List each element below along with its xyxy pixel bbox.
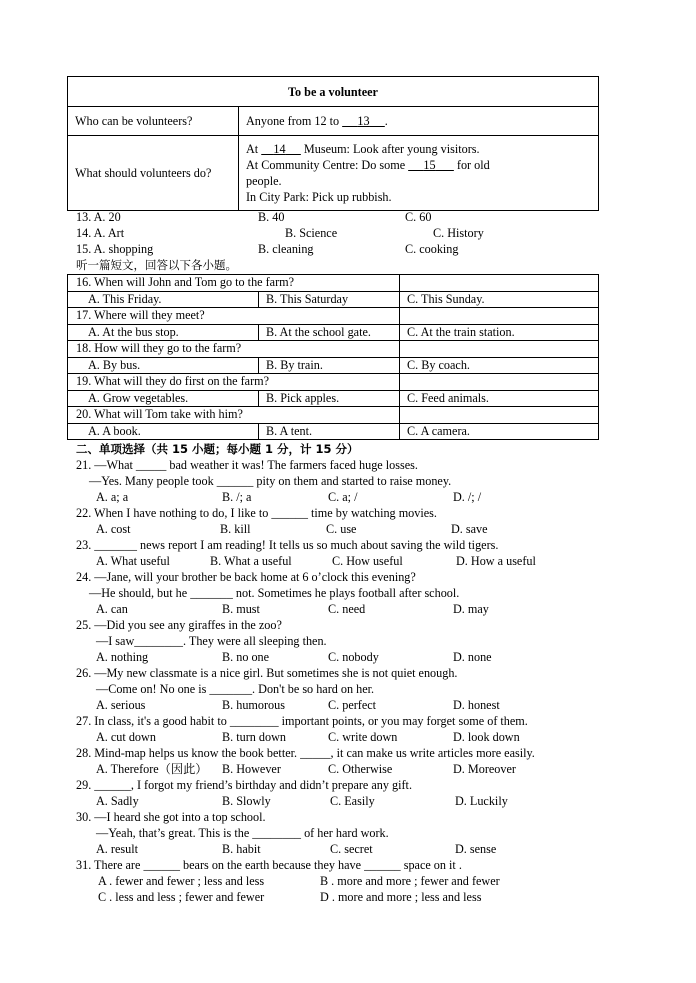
q30-stem: 30. —I heard she got into a top school. (76, 810, 266, 824)
q28-stem: 28. Mind-map helps us know the book better. _____, it can make us write articles more easily. (76, 746, 535, 760)
q17-option-b: B. At the school gate. (259, 324, 400, 341)
q22-option-b: B. kill (220, 522, 251, 536)
q22-option-a: A. cost (96, 522, 131, 536)
q23-option-a: A. What useful (96, 554, 170, 568)
q15-option-a: 15. A. shopping (76, 242, 154, 256)
q13-option-a: 13. A. 20 (76, 210, 121, 224)
q16-stem: 16. When will John and Tom go to the farm? (68, 275, 400, 292)
q30-option-c: C. secret (330, 842, 373, 856)
section2-heading: 二、单项选择（共 15 小题；每小题 1 分，计 15 分） (76, 442, 359, 456)
q26-stem: 26. —My new classmate is a nice girl. But sometimes she is not quiet enough. (76, 666, 458, 680)
q26-stem-2: —Come on! No one is _______. Don't be so hard on her. (96, 682, 375, 696)
row1-question: Who can be volunteers? (68, 107, 239, 136)
q26-option-b: B. humorous (222, 698, 285, 712)
q21-stem-2: —Yes. Many people took ______ pity on them and started to raise money. (89, 474, 452, 488)
q18-option-c: C. By coach. (400, 357, 599, 374)
q26-option-d: D. honest (453, 698, 500, 712)
q18-option-a: A. By bus. (68, 357, 259, 374)
q19-option-c: C. Feed animals. (400, 390, 599, 407)
row2-question: What should volunteers do? (68, 136, 239, 211)
q29-option-b: B. Slowly (222, 794, 271, 808)
q21-option-c: C. a; / (328, 490, 358, 504)
q27-option-d: D. look down (453, 730, 520, 744)
q26-option-c: C. perfect (328, 698, 377, 712)
q27-option-c: C. write down (328, 730, 398, 744)
listening-table (67, 274, 599, 440)
q21-stem: 21. —What _____ bad weather it was! The farmers faced huge losses. (76, 458, 418, 472)
q23-option-c: C. How useful (332, 554, 403, 568)
q29-option-a: A. Sadly (96, 794, 139, 808)
q24-option-a: A. can (96, 602, 128, 616)
q23-stem: 23. _______ news report I am reading! It tells us so much about saving the wild tigers. (76, 538, 499, 552)
q19-option-a: A. Grow vegetables. (68, 390, 259, 407)
q18-option-b: B. By train. (259, 357, 400, 374)
q29-option-c: C. Easily (330, 794, 375, 808)
q27-stem: 27. In class, it's a good habit to ________ important points, or you may forget some of them. (76, 714, 528, 728)
q24-option-d: D. may (453, 602, 489, 616)
volunteer-table-title: To be a volunteer (68, 77, 599, 107)
q21-option-b: B. /; a (222, 490, 252, 504)
q28-option-c: C. Otherwise (328, 762, 393, 776)
q30-option-a: A. result (96, 842, 138, 856)
q21-option-d: D. /; / (453, 490, 482, 504)
q22-option-c: C. use (326, 522, 357, 536)
blank-14: 14 (273, 142, 286, 156)
listening-instruction: 听一篇短文，回答以下各小题。 (76, 258, 237, 272)
q17-option-c: C. At the train station. (400, 324, 599, 341)
row2-answer: At 14 Museum: Look after young visitors. At Community Centre: Do some 15 for old people. In City Park: Pick up rubbish. (239, 136, 599, 211)
q14-option-c: C. History (433, 226, 484, 240)
q28-option-a: A. Therefore（因此） (96, 762, 208, 776)
q17-option-a: A. At the bus stop. (68, 324, 259, 341)
q29-stem: 29. ______, I forgot my friend’s birthday and didn’t prepare any gift. (76, 778, 412, 792)
q25-option-a: A. nothing (96, 650, 149, 664)
q29-option-d: D. Luckily (455, 794, 508, 808)
blank-13: 13 (357, 114, 370, 128)
q16-option-b: B. This Saturday (259, 291, 400, 308)
q24-stem: 24. —Jane, will your brother be back home at 6 o’clock this evening? (76, 570, 416, 584)
q30-stem-2: —Yeah, that’s great. This is the ________ of her hard work. (96, 826, 389, 840)
q20-option-c: C. A camera. (400, 423, 599, 440)
q26-option-a: A. serious (96, 698, 146, 712)
q31-stem: 31. There are ______ bears on the earth because they have ______ space on it . (76, 858, 462, 872)
q23-option-d: D. How a useful (456, 554, 536, 568)
q14-option-a: 14. A. Art (76, 226, 125, 240)
q22-stem: 22. When I have nothing to do, I like to ______ time by watching movies. (76, 506, 437, 520)
q25-option-b: B. no one (222, 650, 270, 664)
q25-stem-2: —I saw________. They were all sleeping then. (96, 634, 327, 648)
q15-option-b: B. cleaning (258, 242, 314, 256)
q31-option-c: C . less and less ; fewer and fewer (98, 890, 265, 904)
q20-option-b: B. A tent. (259, 423, 400, 440)
q24-stem-2: —He should, but he _______ not. Sometimes he plays football after school. (89, 586, 460, 600)
q31-option-a: A . fewer and fewer ; less and less (98, 874, 265, 888)
q20-option-a: A. A book. (68, 423, 259, 440)
q16-option-c: C. This Sunday. (400, 291, 599, 308)
q15-option-c: C. cooking (405, 242, 459, 256)
q25-option-d: D. none (453, 650, 492, 664)
q25-option-c: C. nobody (328, 650, 379, 664)
q20-stem: 20. What will Tom take with him? (68, 407, 400, 424)
q31-option-b: B . more and more ; fewer and fewer (320, 874, 500, 888)
q23-option-b: B. What a useful (210, 554, 292, 568)
q31-option-d: D . more and more ; less and less (320, 890, 482, 904)
blank-15: 15 (423, 158, 436, 172)
q24-option-c: C. need (328, 602, 366, 616)
q24-option-b: B. must (222, 602, 260, 616)
q22-option-d: D. save (451, 522, 488, 536)
q18-stem: 18. How will they go to the farm? (68, 341, 400, 358)
q13-option-b: B. 40 (258, 210, 285, 224)
q30-option-d: D. sense (455, 842, 497, 856)
q19-option-b: B. Pick apples. (259, 390, 400, 407)
q17-stem: 17. Where will they meet? (68, 308, 400, 325)
q21-option-a: A. a; a (96, 490, 129, 504)
q28-option-d: D. Moreover (453, 762, 516, 776)
q13-option-c: C. 60 (405, 210, 432, 224)
volunteer-table (67, 76, 599, 211)
q27-option-a: A. cut down (96, 730, 156, 744)
q30-option-b: B. habit (222, 842, 261, 856)
row1-answer: Anyone from 12 to 13 . (239, 107, 599, 136)
q28-option-b: B. However (222, 762, 281, 776)
q25-stem: 25. —Did you see any giraffes in the zoo? (76, 618, 282, 632)
q19-stem: 19. What will they do first on the farm? (68, 374, 400, 391)
q16-option-a: A. This Friday. (68, 291, 259, 308)
q14-option-b: B. Science (285, 226, 338, 240)
q27-option-b: B. turn down (222, 730, 286, 744)
